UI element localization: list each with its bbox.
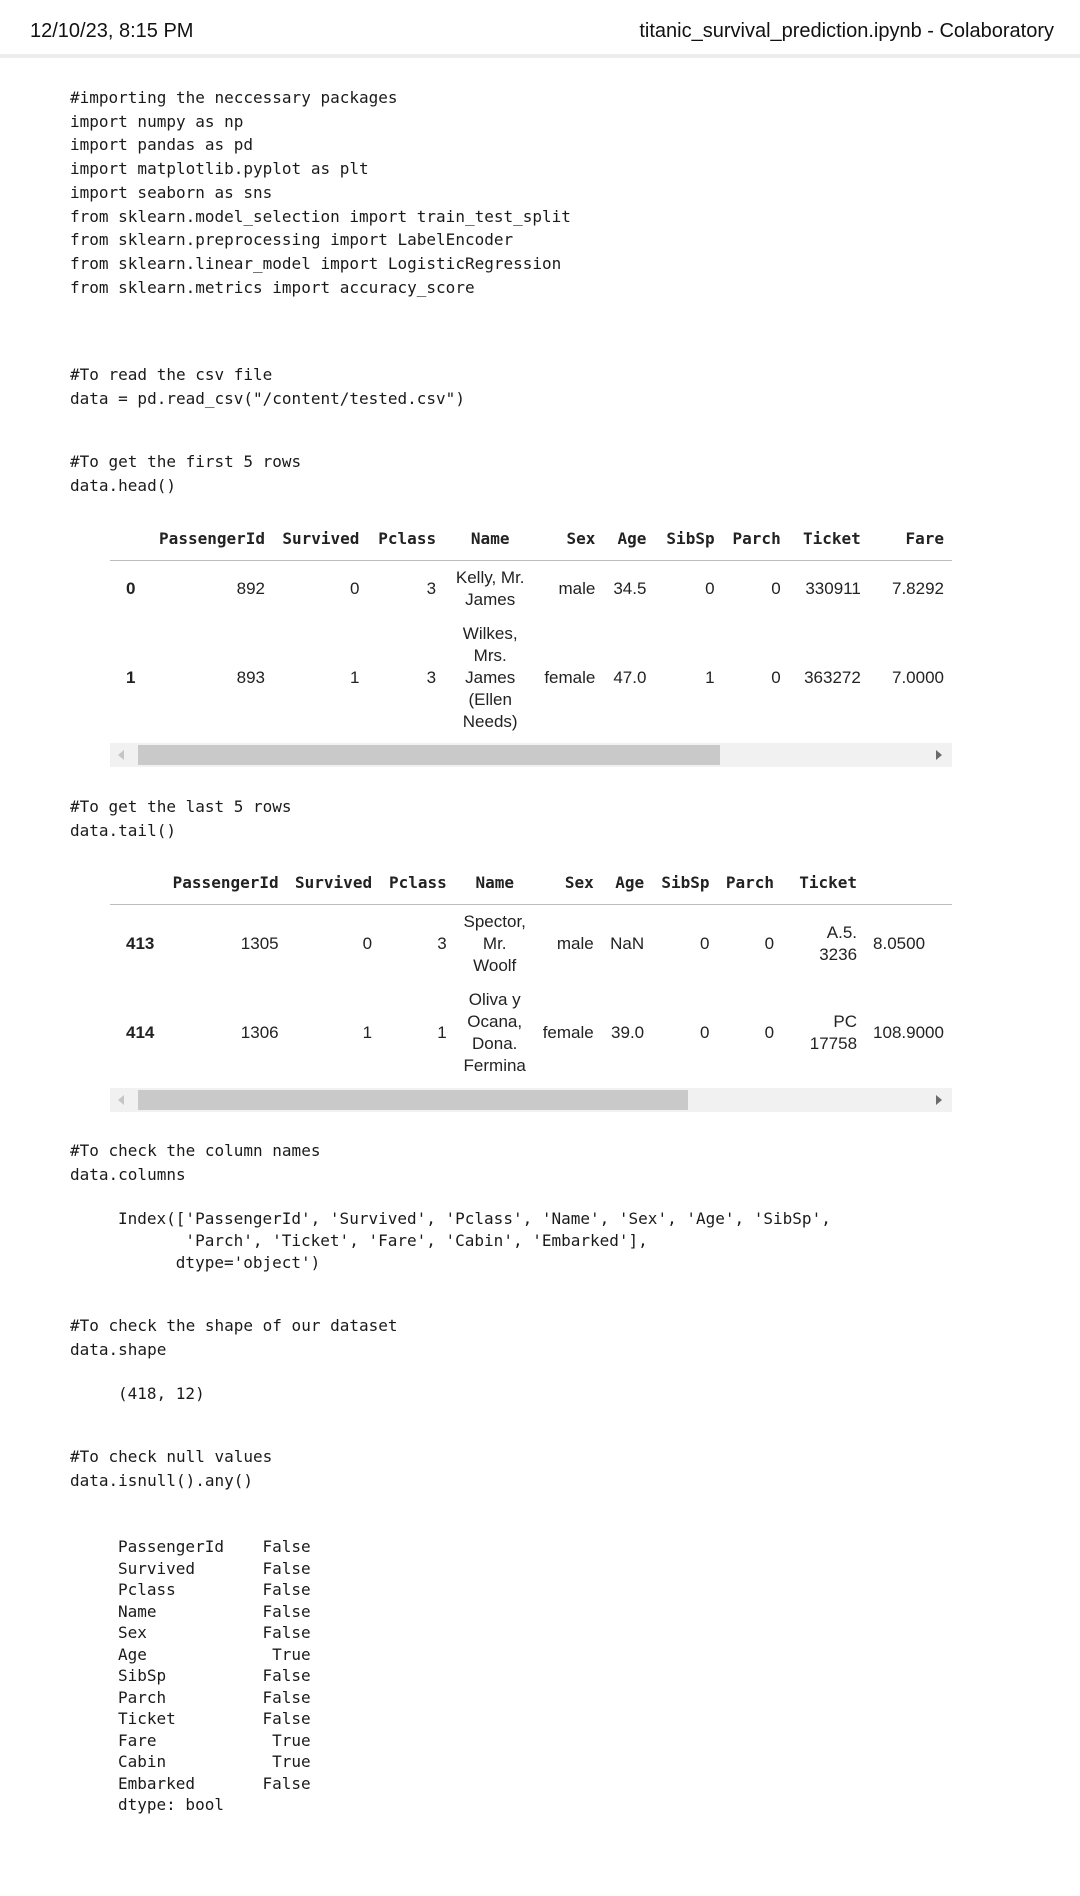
output-columns: Index(['PassengerId', 'Survived', 'Pclass', 'Name', 'Sex', 'Age', 'SibSp', 'Parch', 'Ticket', 'Fare', 'Cabin', 'Embarked'], dtype='object') [118,1209,831,1272]
table-cell: 1305 [240,934,279,953]
table-row [110,617,952,739]
scroll-right-arrow-icon[interactable] [936,1095,942,1105]
column-header: Parch [723,516,789,561]
table-cell: 363272 [804,668,861,687]
table-cell: 1306 [240,1023,279,1042]
scrollbar-thumb[interactable] [138,1090,688,1110]
row-index: 413 [126,934,155,953]
column-header: Ticket [782,860,865,905]
column-header [865,860,952,905]
table-cell: 0 [362,934,373,953]
table-cell: 0 [771,668,781,687]
table-cell: 3 [426,668,437,687]
scrollbar-thumb[interactable] [138,745,720,765]
code-cell-isnull[interactable]: #To check null values data.isnull().any() [70,1447,273,1490]
table-cell: 39.0 [611,1023,645,1042]
table-cell: 3 [426,579,437,598]
table-cell: 1 [362,1023,373,1042]
table-cell: 0 [764,934,775,953]
scroll-left-arrow-icon[interactable] [118,1095,124,1105]
table-cell: 893 [236,668,266,687]
code-cell-columns[interactable]: #To check the column names data.columns [70,1141,321,1184]
table-cell: 47.0 [613,668,647,687]
tail-dataframe [110,860,952,1083]
table-cell: 7.0000 [892,668,944,687]
notebook-title: titanic_survival_prediction.ipynb - Colaboratory [639,20,1054,42]
table-cell: 0 [349,579,360,598]
output-isnull: PassengerId False Survived False Pclass False Name False Sex False Age True SibSp False Parch False Ticket False Fare True Cabin True Embarked False dtype: bool [118,1537,311,1814]
code-cell-read-csv[interactable]: #To read the csv file data = pd.read_csv("/content/tested.csv") [70,365,465,408]
column-header-index [110,516,143,561]
column-header: SibSp [652,860,717,905]
table-cell: 1 [349,668,360,687]
table-cell: male [556,934,594,953]
column-header: Age [603,516,654,561]
column-header: Pclass [380,860,455,905]
column-header-index [110,860,162,905]
column-header: Survived [273,516,367,561]
table-cell: NaN [610,934,645,953]
table-cell: Spector, Mr. Woolf [463,912,526,975]
table-cell: female [544,668,596,687]
table-cell: Wilkes, Mrs. James (Ellen Needs) [462,624,518,731]
column-header: PassengerId [162,860,286,905]
output-shape: (418, 12) [118,1384,205,1403]
table-row [110,561,952,618]
table-cell: 330911 [805,579,861,598]
table-row [110,983,952,1083]
table-header-row [110,516,952,561]
table-cell: 34.5 [613,579,647,598]
table-cell: 0 [700,934,710,953]
column-header: SibSp [654,516,722,561]
table-cell: 0 [771,579,781,598]
column-header: Age [602,860,652,905]
code-cell-imports[interactable]: #importing the neccessary packages import numpy as np import pandas as pd import matplotlib.pyplot as plt import seaborn as sns from sklearn.model_selection import train_test_split from sklearn.preprocessing import LabelEncoder from sklearn.linear_model import LogisticRegression from sklearn.metrics import accuracy_score [70,88,571,297]
table-cell: Kelly, Mr. James [455,568,525,609]
table-cell: 1 [437,1023,447,1042]
scroll-right-arrow-icon[interactable] [936,750,942,760]
column-header: Fare [869,516,952,561]
code-cell-tail[interactable]: #To get the last 5 rows data.tail() [70,797,292,840]
column-header: Sex [536,516,603,561]
table-cell: 7.8292 [892,579,944,598]
table-cell: 0 [764,1023,775,1042]
table-cell: Oliva y Ocana, Dona. Fermina [463,990,526,1075]
table-cell: PC 17758 [809,1012,858,1053]
column-header: Name [444,516,536,561]
column-header: PassengerId [143,516,273,561]
code-cell-shape[interactable]: #To check the shape of our dataset data.shape [70,1316,398,1359]
table-cell: 3 [437,934,447,953]
column-header: Name [455,860,535,905]
scroll-left-arrow-icon[interactable] [118,750,124,760]
column-header: Ticket [789,516,869,561]
code-cell-head[interactable]: #To get the first 5 rows data.head() [70,452,302,495]
head-dataframe [110,516,952,739]
table-cell: 892 [236,579,266,598]
table-cell: 0 [705,579,715,598]
table-header-row [110,860,952,905]
print-datetime: 12/10/23, 8:15 PM [30,20,194,42]
row-index: 0 [126,579,136,598]
column-header: Sex [535,860,602,905]
head-table-scrollbar[interactable] [110,743,952,767]
table-cell: 8.0500 [873,934,926,953]
table-cell: 108.9000 [873,1023,944,1042]
table-cell: female [542,1023,594,1042]
tail-table-scrollbar[interactable] [110,1088,952,1112]
column-header: Pclass [367,516,444,561]
table-cell: male [558,579,596,598]
print-header [0,0,1080,58]
row-index: 1 [126,668,136,687]
table-cell: 1 [705,668,715,687]
table-row [110,905,952,984]
column-header: Survived [287,860,380,905]
row-index: 414 [126,1023,155,1042]
table-cell: 0 [700,1023,710,1042]
table-cell: A.5. 3236 [819,923,858,964]
column-header: Parch [718,860,783,905]
